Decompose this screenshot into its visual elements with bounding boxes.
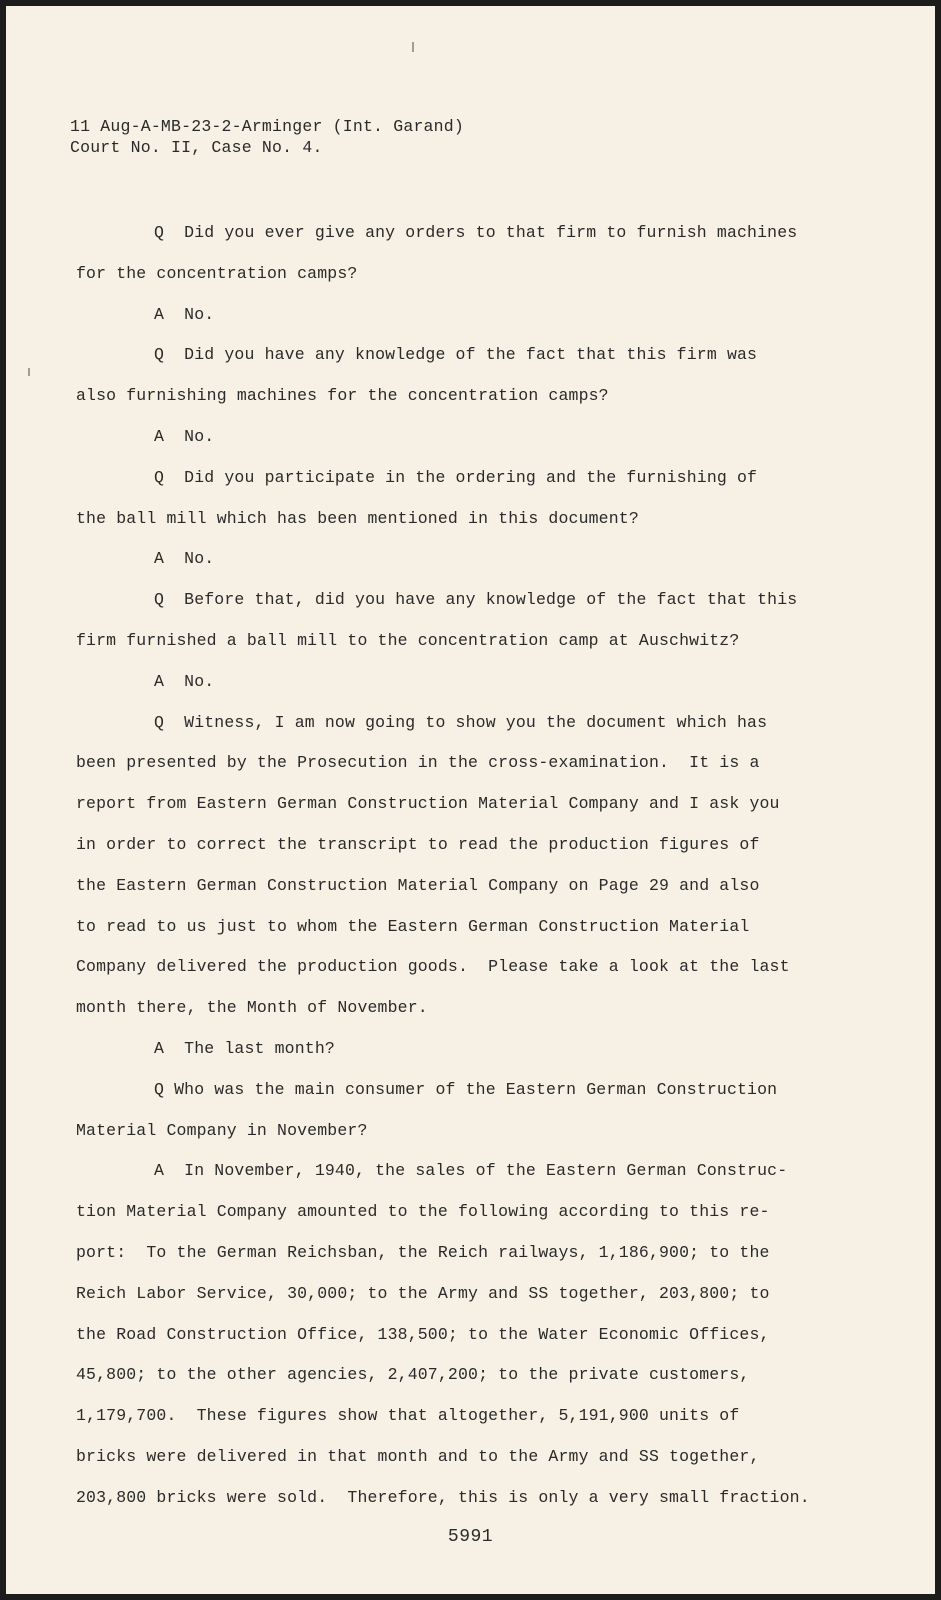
transcript-line: bricks were delivered in that month and to the Army and SS together, (76, 1446, 760, 1466)
transcript-line: A No. (154, 426, 215, 446)
transcript-line: A No. (154, 304, 215, 324)
transcript-line: also furnishing machines for the concentration camps? (76, 386, 609, 406)
transcript-line: Q Did you participate in the ordering and the furnishing of (154, 467, 758, 487)
transcript-line: to read to us just to whom the Eastern German Construction Material (76, 916, 750, 936)
page-number: 5991 (447, 1527, 494, 1547)
transcript-line: A The last month? (154, 1038, 335, 1058)
transcript-line: in order to correct the transcript to read the production figures of (76, 834, 760, 854)
transcript-line: the ball mill which has been mentioned in this document? (76, 508, 639, 528)
document-header (70, 116, 464, 158)
transcript-line: A In November, 1940, the sales of the Eastern German Construc- (154, 1161, 788, 1181)
transcript-line: Reich Labor Service, 30,000; to the Army and SS together, 203,800; to (76, 1283, 770, 1303)
transcript-line: report from Eastern German Construction Material Company and I ask you (76, 794, 780, 814)
header-court-line: Court No. II, Case No. 4. (70, 138, 323, 157)
transcript-line: Q Witness, I am now going to show you the document which has (154, 712, 768, 732)
transcript-line: 1,179,700. These figures show that altogether, 5,191,900 units of (76, 1406, 740, 1426)
transcript-body (76, 213, 866, 1519)
transcript-line: firm furnished a ball mill to the concentration camp at Auschwitz? (76, 630, 740, 650)
transcript-line: for the concentration camps? (76, 263, 358, 283)
paper-mark (28, 368, 30, 376)
transcript-line: port: To the German Reichsban, the Reich railways, 1,186,900; to the (76, 1242, 770, 1262)
paper-mark (412, 42, 414, 52)
transcript-line: Q Did you have any knowledge of the fact that this firm was (154, 345, 758, 365)
transcript-line: been presented by the Prosecution in the cross-examination. It is a (76, 753, 760, 773)
transcript-line: Company delivered the production goods. Please take a look at the last (76, 957, 790, 977)
transcript-line: the Eastern German Construction Material Company on Page 29 and also (76, 875, 760, 895)
transcript-line: Q Who was the main consumer of the Eastern German Construction (154, 1079, 778, 1099)
transcript-line: Q Before that, did you have any knowledge of the fact that this (154, 590, 798, 610)
header-reference-line: 11 Aug-A-MB-23-2-Arminger (Int. Garand) (70, 117, 464, 136)
transcript-line: A No. (154, 671, 215, 691)
transcript-line: A No. (154, 549, 215, 569)
transcript-line: 45,800; to the other agencies, 2,407,200; to the private customers, (76, 1365, 750, 1385)
transcript-line: month there, the Month of November. (76, 998, 428, 1018)
transcript-line: Q Did you ever give any orders to that firm to furnish machines (154, 223, 798, 242)
transcript-line: 203,800 bricks were sold. Therefore, this is only a very small fraction. (76, 1487, 810, 1507)
transcript-line: the Road Construction Office, 138,500; to the Water Economic Offices, (76, 1324, 770, 1344)
transcript-line: Material Company in November? (76, 1120, 368, 1140)
transcript-line: tion Material Company amounted to the following according to this re- (76, 1202, 770, 1222)
